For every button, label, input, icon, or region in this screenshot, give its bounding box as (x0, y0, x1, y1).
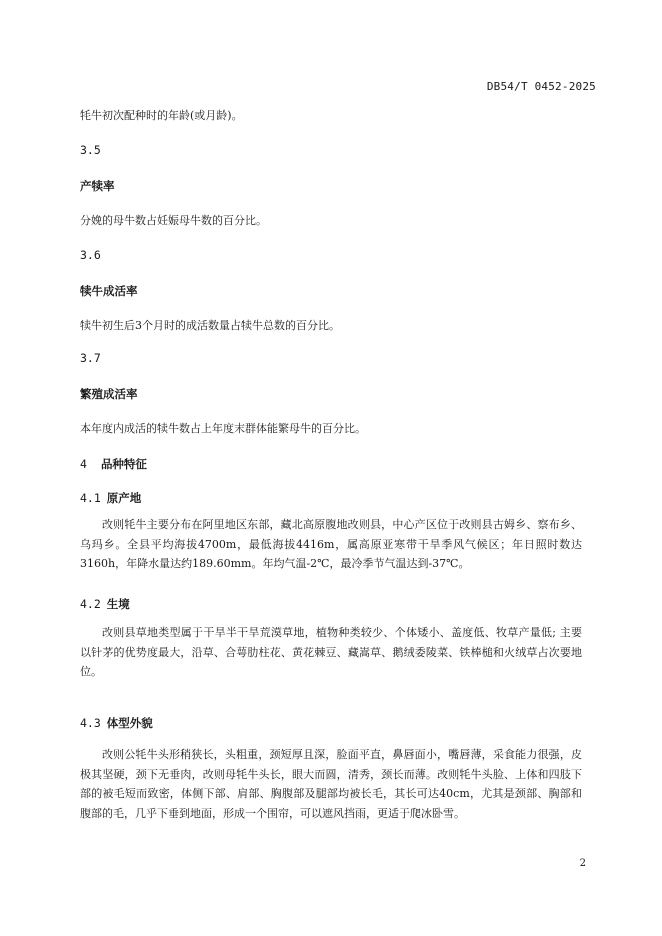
paragraph-line: 改则牦牛主要分布在阿里地区东部，藏北高原腹地改则县，中心产区位于改则县古姆乡、察布乡、 (102, 518, 582, 531)
clause-number: 3.7 (80, 351, 101, 365)
paragraph-line: 改则公牦牛头形稍狭长，头粗重，颈短厚且深，脸面平直，鼻唇面小，嘴唇薄，采食能力很强，皮 (102, 748, 582, 761)
clause-number: 3.6 (80, 248, 101, 262)
section-heading (80, 715, 153, 731)
document-code: DB54/T 0452-2025 (486, 80, 596, 93)
section-number: 4.1 (80, 491, 101, 505)
paragraph-line: 乌玛乡。全县平均海拔4700m，最低海拔4416m，属高原亚寒带干旱季风气候区；年日照时数达3160h， (80, 537, 582, 570)
chapter-number: 4 (80, 457, 87, 471)
term-title: 繁殖成活率 (80, 387, 138, 401)
section-paragraph (80, 623, 582, 682)
term-definition: 犊牛初生后3个月时的成活数量占犊牛总数的百分比。 (80, 319, 340, 332)
term-title: 犊牛成活率 (80, 284, 138, 298)
section-heading (80, 596, 130, 612)
section-paragraph (80, 745, 582, 823)
section-title: 原产地 (106, 491, 142, 505)
paragraph-line: 改则县草地类型属于干旱半干旱荒漠草地，植物种类较少、个体矮小、盖度低、牧草产量低; 主要 (102, 626, 582, 639)
section-number: 4.3 (80, 716, 101, 730)
section-number: 4.2 (80, 597, 101, 611)
paragraph-line: 极其坚硬，颈下无垂肉，改则母牦牛头长，眼大而圆，清秀，颈长而薄。改则牦牛头脸、上体和四肢下 (80, 767, 582, 781)
section-paragraph (80, 515, 582, 574)
chapter-title: 品种特征 (100, 457, 147, 471)
paragraph-line: 部的被毛短而致密，体侧下部、肩部、胸腹部及腿部均被长毛，其长可达40cm，尤其是颈部、胸部和腹 (80, 787, 582, 820)
clause-number: 3.5 (80, 143, 101, 157)
term-definition: 分娩的母牛数占妊娠母牛数的百分比。 (80, 214, 267, 227)
paragraph-line: 年降水量达约189.60mm。年均气温-2℃，最冷季节气温达到-37℃。 (126, 557, 470, 570)
section-title: 体型外貌 (106, 716, 153, 730)
intro-text: 牦牛初次配种时的年龄(或月龄)。 (80, 109, 243, 122)
term-definition: 本年度内成活的犊牛数占上年度末群体能繁母牛的百分比。 (80, 422, 366, 435)
page-number: 2 (579, 858, 586, 869)
paragraph-line: 部的毛，几乎下垂到地面，形成一个围帘，可以遮风挡雨，更适于爬冰卧雪。 (91, 806, 465, 820)
section-heading (80, 490, 141, 506)
chapter-heading (80, 456, 147, 472)
term-title: 产犊率 (80, 179, 115, 193)
paragraph-line: 位。 (80, 665, 102, 678)
section-title: 生境 (106, 597, 130, 611)
paragraph-line: 以针茅的优势度最大，沿草、合萼肋柱花、黄花棘豆、藏嵩草、鹅绒委陵菜、铁棒槌和火绒草占次要地 (80, 645, 582, 659)
